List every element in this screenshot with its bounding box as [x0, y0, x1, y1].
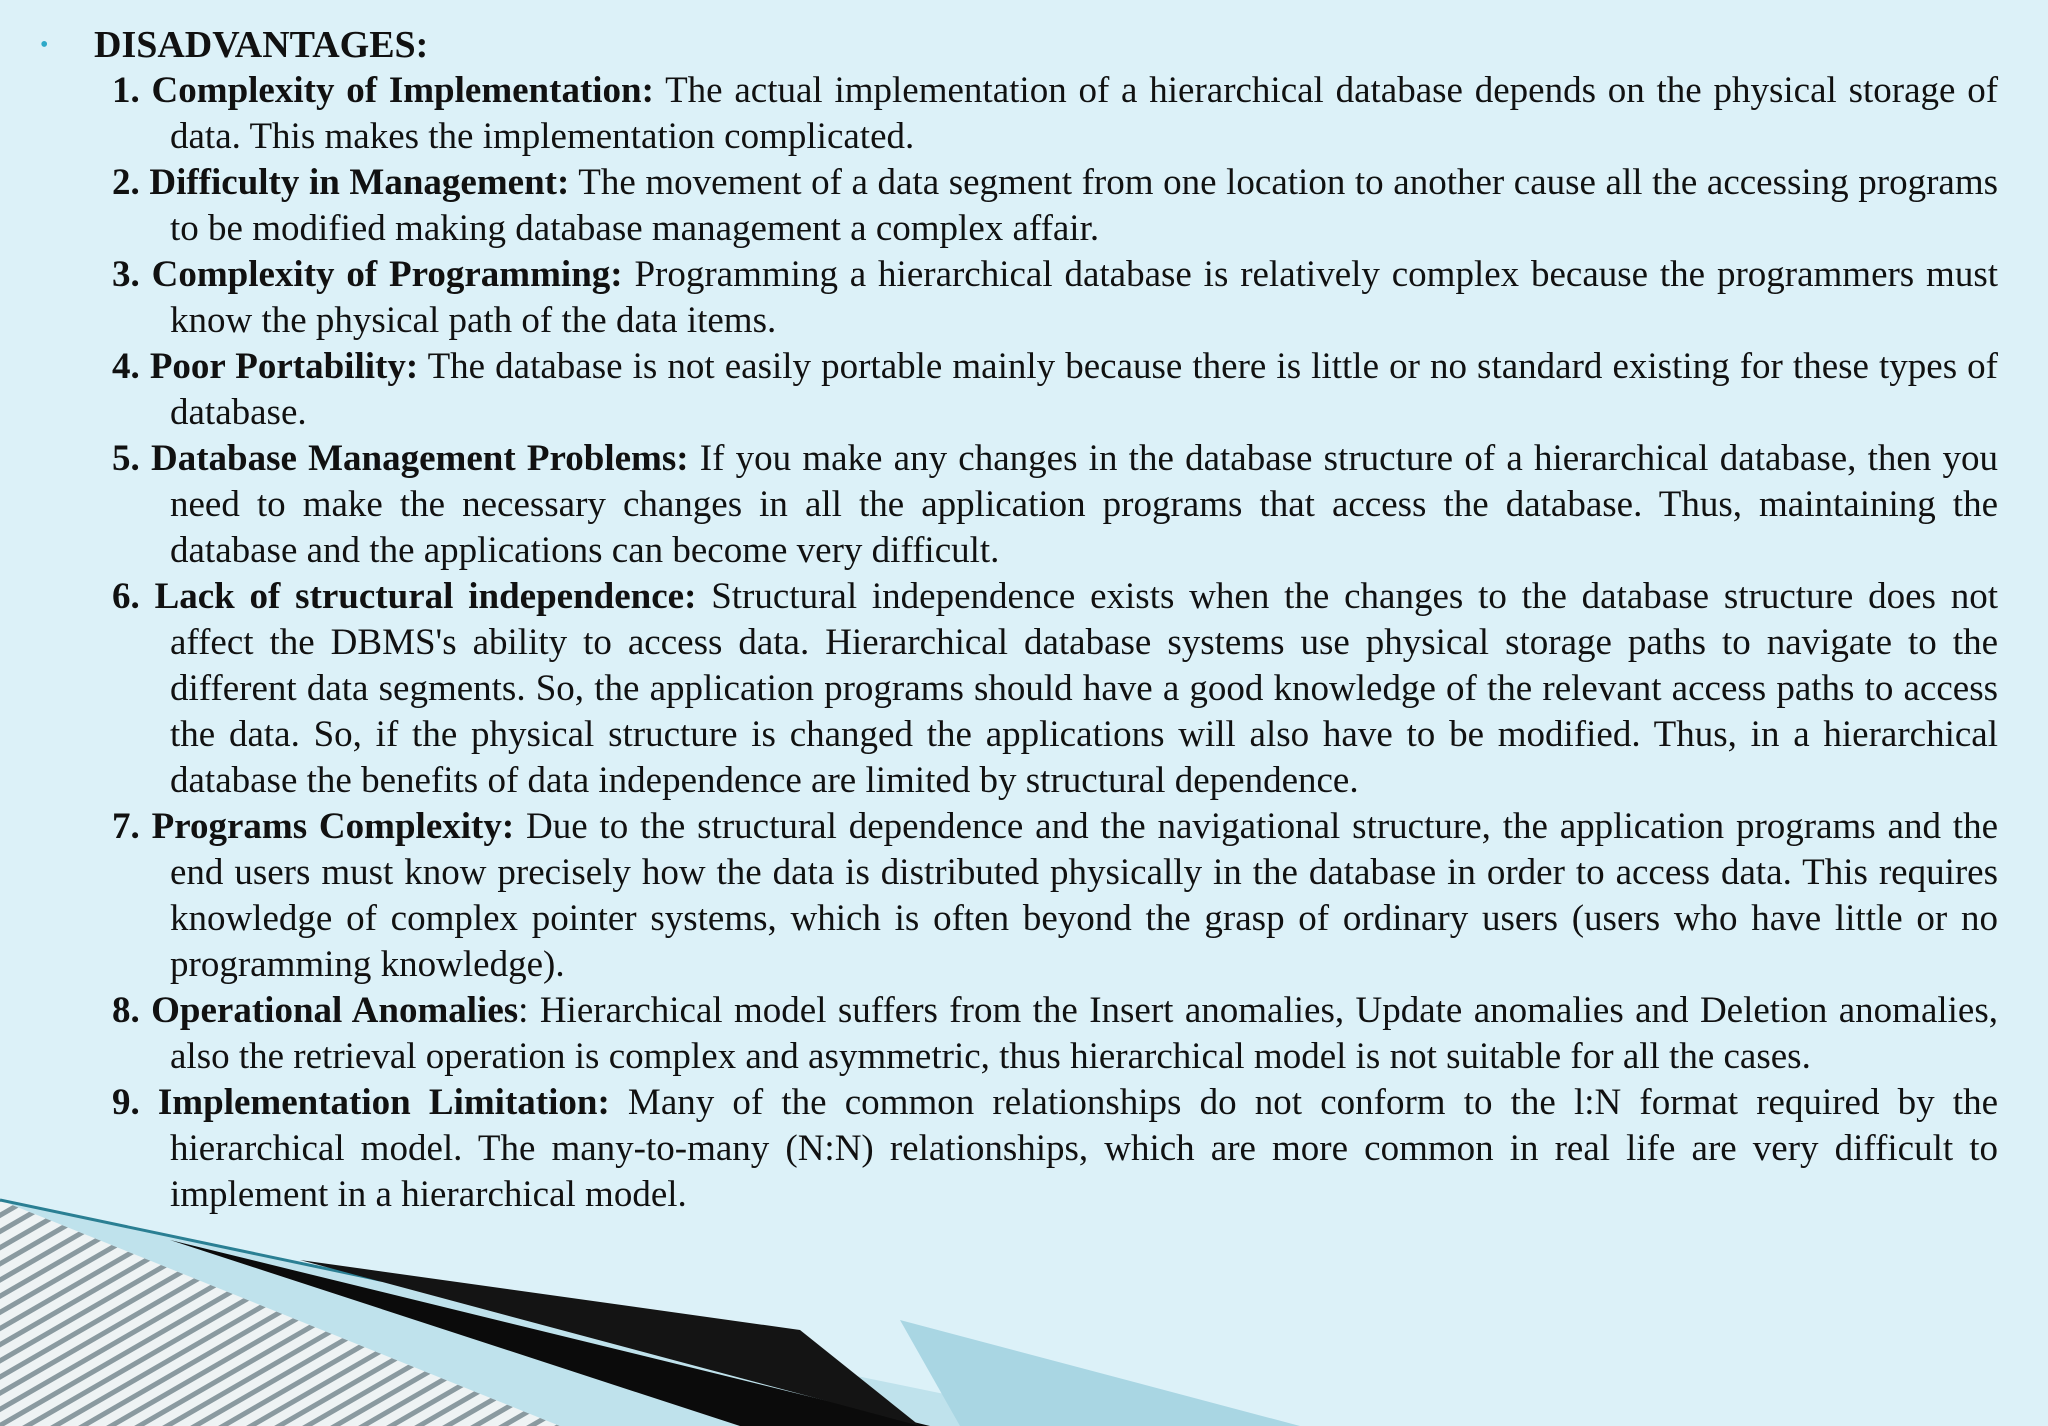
item-text: Due to the structural dependence and the navigational structure, the application programs and the end users must know precisely how the data is distributed physically in the database in order to access data. This requires knowledge of complex pointer systems, which is often beyond the grasp of ordinary users (users who have little or no programming knowledge). [170, 806, 1998, 985]
item-number: 3. [112, 254, 140, 295]
slide-heading: DISADVANTAGES: [94, 24, 429, 66]
item-text: Programming a hierarchical database is relatively complex because the programmers must know the physical path of the data items. [170, 254, 1999, 341]
item-text: Many of the common relationships do not conform to the l:N format required by the hierarchical model. The many-to-many (N:N) relationships, which are more common in real life are very difficult to implement in a hierarchical model. [170, 1082, 1998, 1215]
item-number: 2. [112, 162, 140, 203]
item-text: Structural independence exists when the changes to the database structure does not affect the DBMS's ability to access data. Hierarchical database systems use physical storage paths to navigate to the different data segments. So, the application programs should have a good knowledge of the relevant access paths to access the data. So, if the physical structure is changed the applications will also have to be modified. Thus, in a hierarchical database the benefits of data independence are limited by structural dependence. [170, 576, 1998, 801]
item-number: 1. [112, 70, 140, 111]
item-text: The actual implementation of a hierarchical database depends on the physical storage of data. This makes the implementation complicated. [170, 70, 1999, 157]
list-item [112, 252, 1999, 344]
disadvantages-list [0, 68, 2048, 1218]
item-term: Poor Portability: [149, 346, 419, 387]
list-item [112, 1080, 1998, 1218]
list-item [112, 344, 1999, 436]
item-term: Complexity of Implementation: [151, 70, 654, 111]
light-sweep-2 [900, 1320, 1300, 1426]
item-text: The movement of a data segment from one location to another cause all the accessing programs to be modified making database management a complex affair. [170, 162, 1999, 249]
list-item [112, 160, 1999, 252]
item-term: Database Management Problems: [150, 438, 689, 479]
slide-content [0, 22, 2048, 1218]
list-item [112, 574, 1998, 804]
item-term: Complexity of Programming: [151, 254, 623, 295]
item-term: Programs Complexity: [151, 806, 515, 847]
list-item [112, 436, 1999, 574]
item-text: : Hierarchical model suffers from the Insert anomalies, Update anomalies and Deletion anomalies, also the retrieval operation is complex and asymmetric, thus hierarchical model is not suitable for all the cases. [170, 990, 1998, 1077]
item-number: 8. [112, 990, 140, 1031]
item-term: Lack of structural independence: [154, 576, 697, 617]
heading-row [0, 22, 2048, 68]
item-text: The database is not easily portable mainly because there is little or no standard existing for these types of database. [170, 346, 1999, 433]
item-term: Implementation Limitation: [157, 1082, 610, 1123]
item-term: Operational Anomalies [151, 990, 519, 1031]
item-number: 7. [112, 806, 140, 847]
item-number: 9. [112, 1082, 140, 1123]
list-item [112, 804, 1998, 988]
item-number: 4. [112, 346, 140, 387]
list-item [112, 988, 1998, 1080]
item-text: If you make any changes in the database structure of a hierarchical database, then you need to make the necessary changes in all the application programs that access the database. Thus, maintaining the database and the applications can become very difficult. [170, 438, 1999, 571]
item-number: 6. [112, 576, 140, 617]
bullet-dot-icon: • [40, 32, 49, 58]
item-term: Difficulty in Management: [149, 162, 570, 203]
item-number: 5. [112, 438, 140, 479]
list-item [112, 68, 1999, 160]
